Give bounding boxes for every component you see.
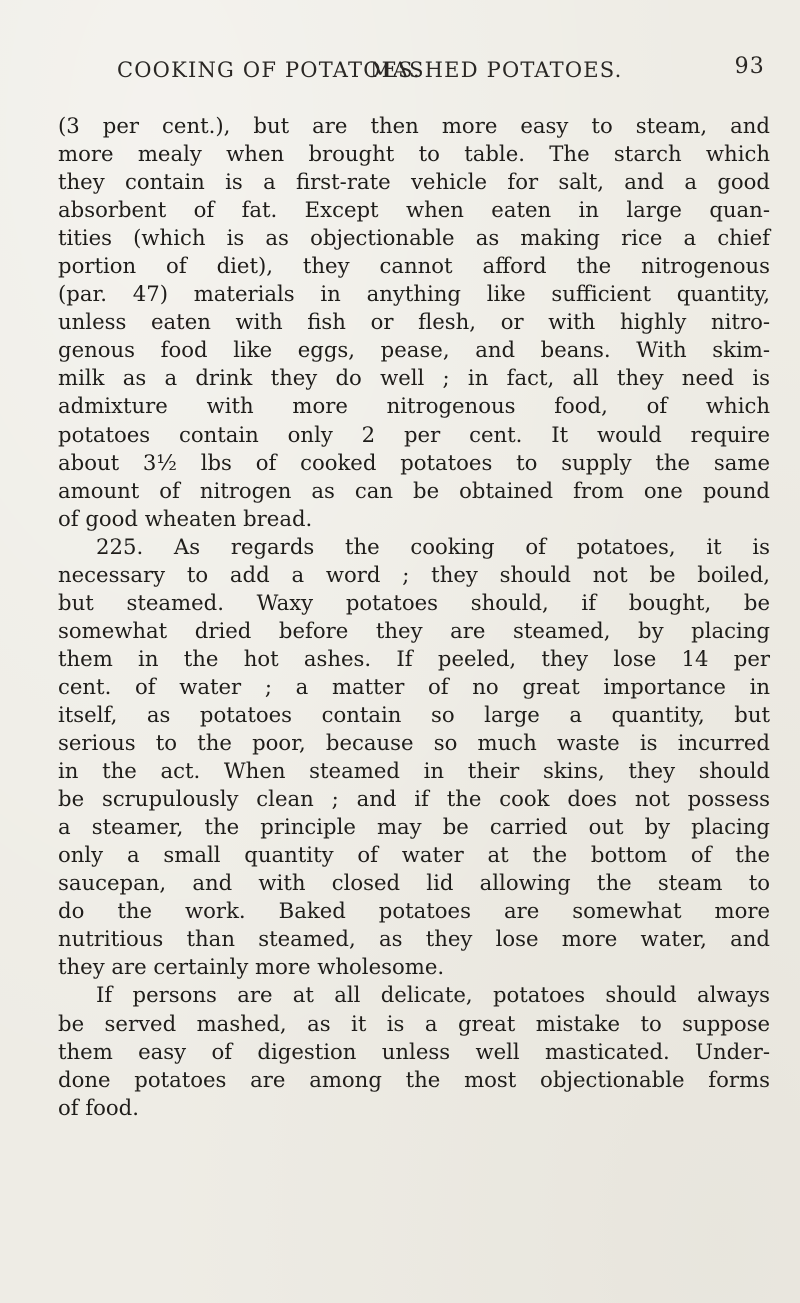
text-line: but steamed. Waxy potatoes should, if bought, be <box>58 589 770 615</box>
text-line: them easy of digestion unless well masticated. Under- <box>58 1038 770 1064</box>
text-line: of food. <box>58 1094 139 1120</box>
text-line: more mealy when brought to table. The starch which <box>58 141 770 167</box>
text-line: they contain is a first-rate vehicle for salt, and a good <box>58 169 770 195</box>
text-line: of good wheaten bread. <box>58 505 313 531</box>
paragraph-start: If persons are at all delicate, potatoes should always <box>96 982 770 1008</box>
text-line: necessary to add a word ; they should not be boiled, <box>58 561 770 587</box>
text-line: about 3½ lbs of cooked potatoes to supply the same <box>58 449 770 475</box>
text-line: somewhat dried before they are steamed, by placing <box>58 617 770 643</box>
text-line: absorbent of fat. Except when eaten in large quan- <box>58 197 770 223</box>
text-line: be served mashed, as it is a great mistake to suppose <box>58 1010 770 1036</box>
text-line: admixture with more nitrogenous food, of which <box>58 393 770 419</box>
text-line: saucepan, and with closed lid allowing the steam to <box>58 870 770 896</box>
text-line: potatoes contain only 2 per cent. It would require <box>58 421 770 447</box>
text-line: be scrupulously clean ; and if the cook does not possess <box>58 786 770 812</box>
text-line: in the act. When steamed in their skins, they should <box>58 758 770 784</box>
text-line: portion of diet), they cannot afford the nitrogenous <box>58 253 770 279</box>
running-head-center: MASHED POTATOES. <box>370 58 623 82</box>
paragraph-start: 225. As regards the cooking of potatoes, it is <box>96 533 770 559</box>
text-line: (3 per cent.), but are then more easy to steam, and <box>58 113 770 138</box>
text-line: milk as a drink they do well ; in fact, all they need is <box>58 365 770 391</box>
text-line: amount of nitrogen as can be obtained from one pound <box>58 477 770 503</box>
text-line: only a small quantity of water at the bottom of the <box>58 842 770 868</box>
text-line: they are certainly more wholesome. <box>58 954 445 980</box>
text-line: unless eaten with fish or flesh, or with highly nitro- <box>58 309 770 335</box>
running-head <box>117 54 765 92</box>
text-line: (par. 47) materials in anything like sufficient quantity, <box>58 281 770 307</box>
text-line: a steamer, the principle may be carried out by placing <box>58 814 770 840</box>
text-line: them in the hot ashes. If peeled, they lose 14 per <box>58 645 770 671</box>
text-line: done potatoes are among the most objectionable forms <box>58 1066 770 1092</box>
text-line: serious to the poor, because so much waste is incurred <box>58 730 770 756</box>
text-line: cent. of water ; a matter of no great importance in <box>58 673 770 699</box>
body-text <box>58 112 770 1122</box>
text-line: itself, as potatoes contain so large a quantity, but <box>58 701 770 727</box>
text-line: do the work. Baked potatoes are somewhat more <box>58 898 770 924</box>
text-line: genous food like eggs, pease, and beans. With skim- <box>58 337 770 363</box>
text-line: nutritious than steamed, as they lose more water, and <box>58 926 770 952</box>
text-line: tities (which is as objectionable as making rice a chief <box>58 225 770 251</box>
page-number: 93 <box>734 54 765 79</box>
running-head-left: COOKING OF POTATOES. <box>117 58 421 82</box>
